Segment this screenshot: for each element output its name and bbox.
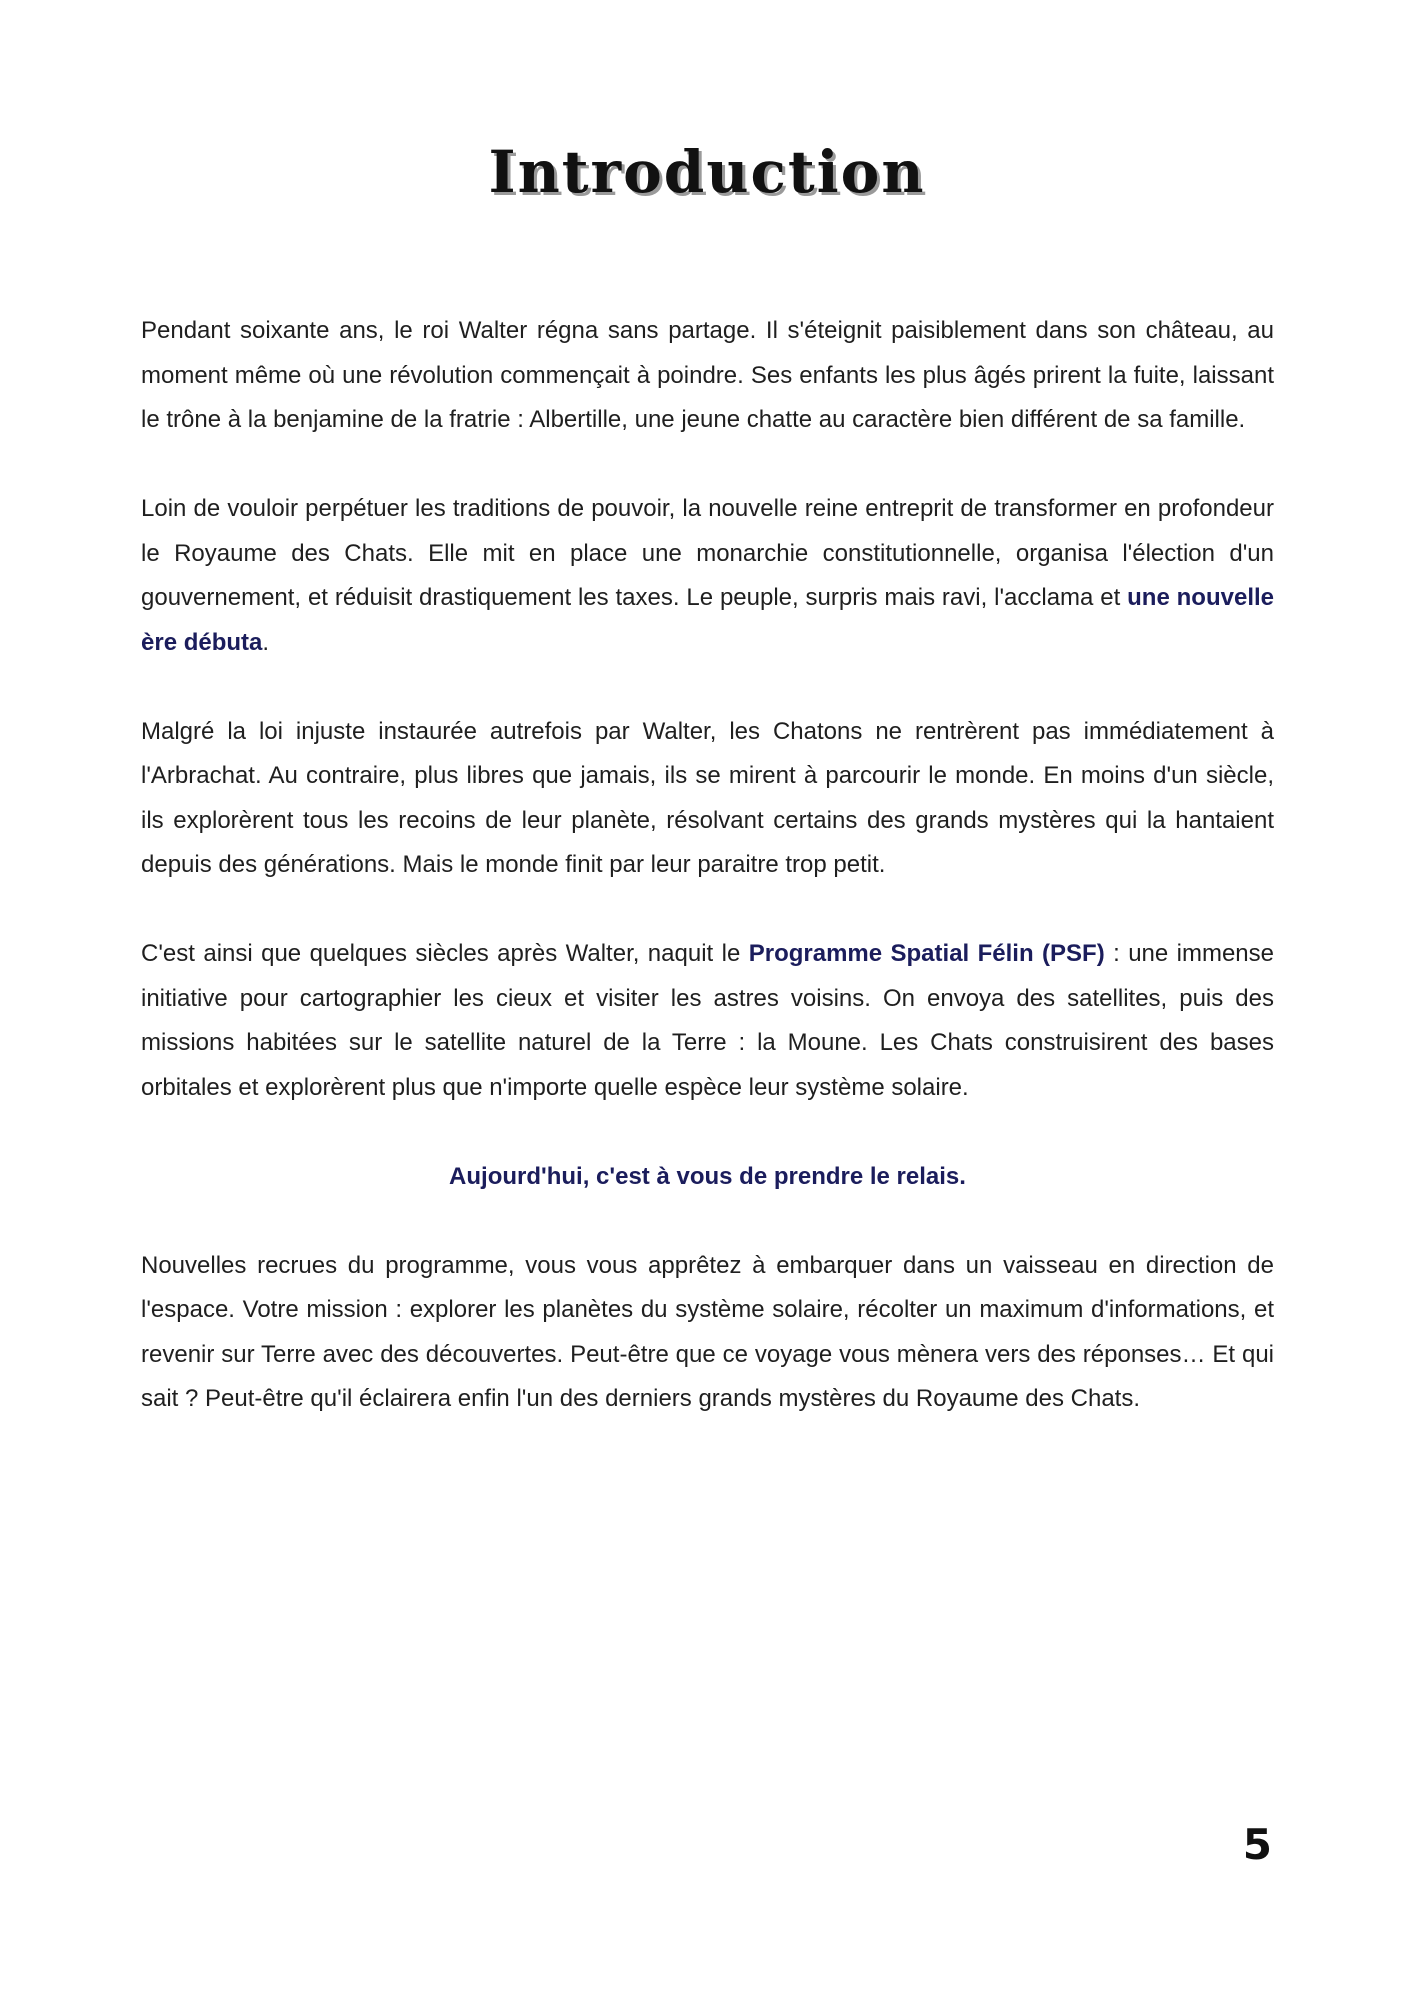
- paragraph-3: [141, 710, 1274, 888]
- page-number: 5: [1242, 1820, 1272, 1869]
- paragraph-2-end: .: [262, 628, 270, 656]
- paragraph-4-text: C'est ainsi que quelques siècles après Walter, naquit le: [141, 940, 749, 967]
- program-name-highlight: Programme Spatial Félin (PSF): [748, 940, 1105, 967]
- paragraph-3-text: Malgré la loi injuste instaurée autrefois par Walter, les Chatons ne rentrèrent pas immédiatement à l'Arbrachat. Au contraire, plus libres que jamais, ils se mirent à parcourir le monde. En moins d'un siècle, ils explorèrent tous les recoins de leur planète, résolvant certains des grands mystères qui la hantaient depuis des générations. Mais le monde finit par leur paraitre trop petit.: [141, 717, 1274, 878]
- paragraph-2: [141, 487, 1274, 665]
- call-to-action-highlight: Aujourd'hui, c'est à vous de prendre le relais.: [449, 1162, 966, 1190]
- paragraph-4: [141, 932, 1274, 1110]
- paragraph-6: [141, 1244, 1274, 1422]
- body-text: [141, 309, 1274, 1466]
- paragraph-6-text: Nouvelles recrues du programme, vous vous apprêtez à embarquer dans un vaisseau en direction de l'espace. Votre mission : explorer les planètes du système solaire, récolter un maximum d'informations, et revenir sur Terre avec des découvertes. Peut-être que ce voyage vous mènera vers des réponses… Et qui sait ? Peut-être qu'il éclairera enfin l'un des derniers grands mystères du Royaume des Chats.: [141, 1251, 1274, 1412]
- paragraph-2-text: Loin de vouloir perpétuer les traditions de pouvoir, la nouvelle reine entreprit de transformer en profondeur le Royaume des Chats. Elle mit en place une monarchie constitutionnelle, organisa l'élection d'un gouvernement, et réduisit drastiquement les taxes. Le peuple, surpris mais ravi, l'acclama et: [141, 495, 1274, 611]
- paragraph-1: [141, 309, 1274, 443]
- paragraph-5: [141, 1155, 1274, 1200]
- paragraph-1-text: Pendant soixante ans, le roi Walter régna sans partage. Il s'éteignit paisiblement dans son château, au moment même où une révolution commençait à poindre. Ses enfants les plus âgés prirent la fuite, laissant le trône à la benjamine de la fratrie : Albertille, une jeune chatte au caractère bien différent de sa famille.: [141, 317, 1274, 433]
- page-title: Introduction: [488, 138, 926, 206]
- paragraph-4-end: : une immense initiative pour cartographier les cieux et visiter les astres voisins. On envoya des satellites, puis des missions habitées sur le satellite naturel de la Terre : la Moune. Les Chats construisirent des bases orbitales et explorèrent plus que n'importe quelle espèce leur système solaire.: [141, 940, 1275, 1101]
- new-era-highlight: une nouvelle ère débuta: [141, 584, 1275, 656]
